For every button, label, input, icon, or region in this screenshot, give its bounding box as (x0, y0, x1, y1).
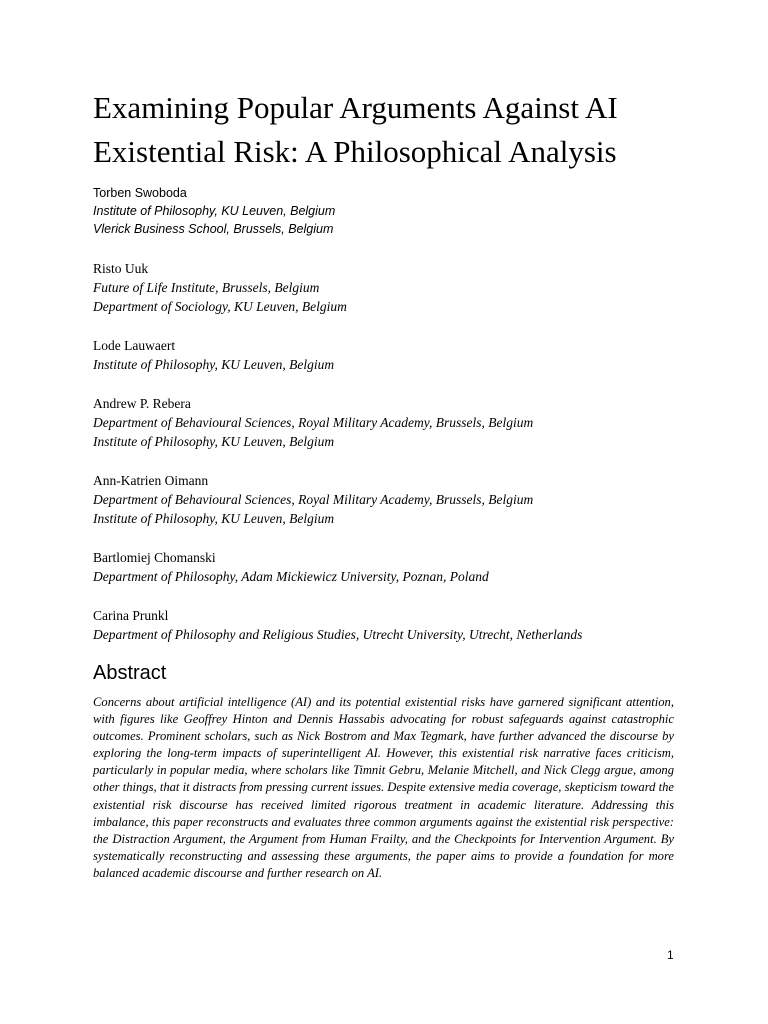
page-number: 1 (667, 948, 674, 962)
abstract-heading: Abstract (93, 662, 167, 684)
title-line: Existential Risk: A Philosophical Analysis (93, 134, 617, 169)
author-block (93, 336, 733, 374)
author-block (93, 548, 733, 586)
abstract-text: Concerns about artificial intelligence (AI) and its potential existential risks have garnered significant attention, with figures like Geoffrey Hinton and Dennis Hassabis advocating for robust safeguards against catastrophic outcomes. Prominent scholars, such as Nick Bostrom and Max Tegmark, have further advanced the discourse by exploring the long-term impacts of superintelligent AI. However, this existential risk narrative faces criticism, particularly in popular media, where scholars like Timnit Gebru, Melanie Mitchell, and Nick Clegg argue, among other things, that it distracts from pressing current issues. Despite extensive media coverage, skepticism toward the existential risk discourse has received limited rigorous treatment in academic literature. Addressing this imbalance, this paper reconstructs and evaluates three common arguments against the existential risk perspective: the Distraction Argument, the Argument from Human Frailty, and the Checkpoints for Intervention Argument. By systematically reconstructing and assessing these arguments, the paper aims to provide a foundation for more balanced academic discourse and further research on AI. (93, 695, 674, 880)
author-affiliation: Institute of Philosophy, KU Leuven, Belgium (93, 204, 336, 218)
author-affiliation: Institute of Philosophy, KU Leuven, Belgium (93, 434, 335, 449)
author-name: Torben Swoboda (93, 186, 187, 200)
paper-title (93, 86, 733, 174)
author-name: Lode Lauwaert (93, 338, 176, 353)
author-block (93, 259, 733, 316)
author-affiliation: Institute of Philosophy, KU Leuven, Belgium (93, 511, 335, 526)
author-affiliation: Future of Life Institute, Brussels, Belgium (93, 280, 320, 295)
author-block (93, 394, 733, 451)
author-name: Bartlomiej Chomanski (93, 550, 216, 565)
author-affiliation: Department of Behavioural Sciences, Royal Military Academy, Brussels, Belgium (93, 415, 534, 430)
author-block (93, 471, 733, 528)
author-affiliation: Institute of Philosophy, KU Leuven, Belgium (93, 357, 335, 372)
author-name: Risto Uuk (93, 261, 149, 276)
author-name: Carina Prunkl (93, 608, 169, 623)
author-affiliation: Department of Sociology, KU Leuven, Belgium (93, 299, 347, 314)
author-block (93, 606, 733, 644)
title-line: Examining Popular Arguments Against AI (93, 90, 618, 125)
author-affiliation: Department of Behavioural Sciences, Royal Military Academy, Brussels, Belgium (93, 492, 534, 507)
author-name: Ann-Katrien Oimann (93, 473, 209, 488)
author-name: Andrew P. Rebera (93, 396, 191, 411)
author-affiliation: Department of Philosophy and Religious Studies, Utrecht University, Utrecht, Netherlands (93, 627, 583, 642)
author-affiliation: Vlerick Business School, Brussels, Belgium (93, 222, 334, 236)
author-list (93, 184, 733, 644)
author-affiliation: Department of Philosophy, Adam Mickiewicz University, Poznan, Poland (93, 569, 489, 584)
author-block (93, 184, 733, 238)
